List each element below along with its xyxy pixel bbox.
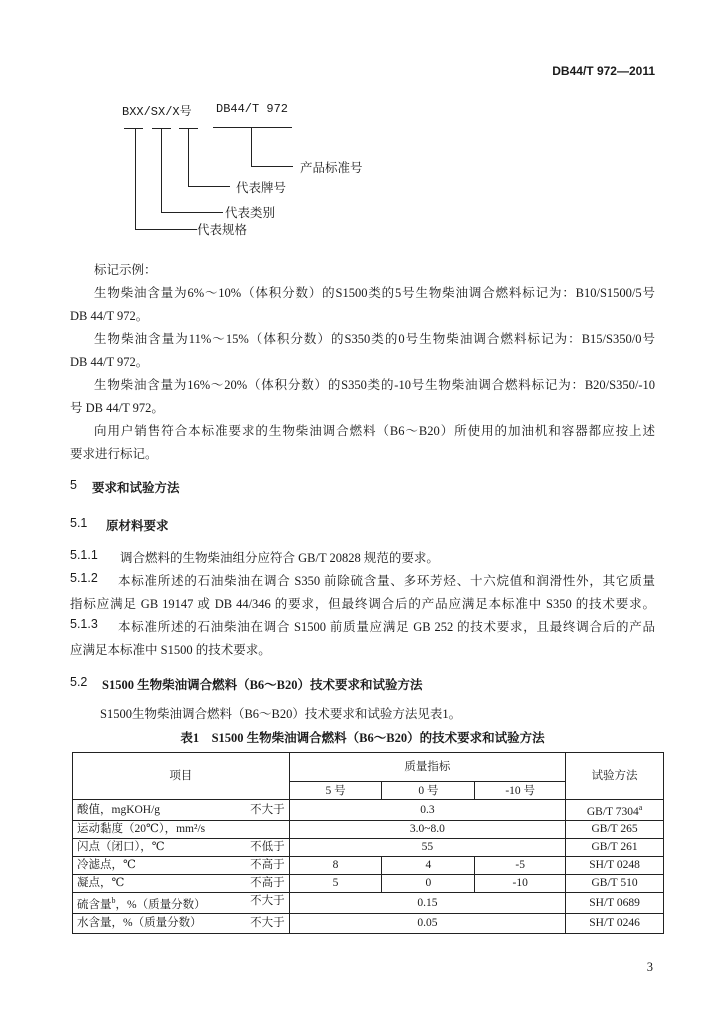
divider [135, 229, 197, 230]
table-row [73, 913, 664, 933]
row-limit: 不低于 [250, 841, 285, 854]
section-5-number: 5 [70, 478, 77, 492]
section-5-title: 要求和试验方法 [92, 481, 180, 495]
row-limit: 不高于 [250, 877, 285, 890]
footnote-a: a [638, 803, 643, 812]
label-class: 代表类别 [225, 206, 276, 220]
divider [161, 212, 223, 213]
row-item: 冷滤点，℃ [77, 859, 136, 872]
row-value-0: 4 [382, 856, 475, 874]
page-number: 3 [646, 960, 653, 974]
row-method: SH/T 0248 [566, 856, 664, 874]
row-method: GB/T 265 [566, 820, 664, 838]
row-limit: 不大于 [250, 894, 285, 907]
example-2: 生物柴油含量为11%～15%（体积分数）的S350类的0号生物柴油调合燃料标记为：B15/S350/0号 [94, 332, 655, 346]
row-method: GB/T 510 [566, 874, 664, 892]
section-5-2-text: S1500生物柴油调合燃料（B6～B20）技术要求和试验方法见表1。 [100, 707, 462, 721]
clause-5-1-1-number: 5.1.1 [70, 548, 98, 562]
header-method: 试验方法 [566, 753, 664, 800]
row-value: 3.0~8.0 [289, 820, 565, 838]
divider [251, 166, 293, 167]
clause-5-1-3-number: 5.1.3 [70, 617, 98, 631]
row-value: 0.15 [289, 892, 565, 913]
clause-5-1-1-text: 调合燃料的生物柴油组分应符合 GB/T 20828 规范的要求。 [120, 551, 439, 565]
label-grade: 代表牌号 [236, 181, 287, 195]
divider [213, 127, 292, 128]
marking-note-cont: 要求进行标记。 [70, 447, 158, 461]
example-3: 生物柴油含量为16%～20%（体积分数）的S350类的-10号生物柴油调合燃料标记为：B20/S350/-10 [94, 378, 655, 392]
section-5-2-title: S1500 生物柴油调合燃料（B6～B20）技术要求和试验方法 [102, 678, 423, 692]
row-method: GB/T 261 [566, 838, 664, 856]
table-row [73, 874, 664, 892]
row-value-minus10: -10 [475, 874, 566, 892]
spec-table [72, 752, 664, 934]
row-item: 运动黏度（20℃），mm²/s [77, 823, 206, 836]
label-standard: 产品标准号 [300, 161, 363, 175]
row-item: 水含量，%（质量分数） [77, 917, 202, 930]
code-format: BXX/SX/X号 [122, 105, 192, 119]
marking-title: 标记示例： [94, 263, 157, 277]
document-code: DB44/T 972—2011 [552, 64, 655, 78]
row-method: GB/T 7304$^a$ [566, 800, 664, 821]
divider [161, 128, 162, 213]
row-value-5: 5 [289, 874, 382, 892]
grade-minus10: -10 号 [475, 782, 566, 800]
row-item: 闪点（闭口），℃ [77, 841, 165, 854]
clause-5-1-3-text: 本标准所述的石油柴油在调合 S1500 前质量应满足 GB 252 的技术要求，且最终调合后的产品 [118, 620, 655, 634]
footnote-b: b [111, 895, 116, 905]
example-1: 生物柴油含量为6%～10%（体积分数）的S1500类的5号生物柴油调合燃料标记为：B10/S1500/5号 [94, 286, 655, 300]
row-item: 酸值，mgKOH/g [77, 803, 161, 816]
section-5-2-number: 5.2 [70, 675, 88, 689]
row-value-5: 8 [289, 856, 382, 874]
table-row [73, 820, 664, 838]
divider [124, 128, 143, 129]
example-2-cont: DB 44/T 972。 [70, 355, 149, 369]
clause-5-1-2-cont: 指标应满足 GB 19147 或 DB 44/346 的要求，但最终调合后的产品应满足本标准中 S350 的技术要求。 [70, 597, 655, 611]
divider [251, 127, 252, 167]
table-row [73, 838, 664, 856]
row-method: SH/T 0689 [566, 892, 664, 913]
marking-note: 向用户销售符合本标准要求的生物柴油调合燃料（B6～B20）所使用的加油机和容器都应按上述 [94, 424, 655, 438]
header-quality: 质量指标 [289, 753, 565, 782]
divider [188, 128, 189, 187]
row-value-0: 0 [382, 874, 475, 892]
row-value: 0.05 [289, 913, 565, 933]
row-limit: 不大于 [250, 917, 285, 930]
section-5-1-title: 原材料要求 [106, 519, 169, 533]
table-row [73, 892, 664, 913]
row-item: 凝点，℃ [77, 877, 125, 890]
row-value: 0.3 [289, 800, 565, 821]
grade-0: 0 号 [382, 782, 475, 800]
row-limit: 不高于 [250, 859, 285, 872]
row-value: 55 [289, 838, 565, 856]
section-5-1-number: 5.1 [70, 516, 88, 530]
label-spec: 代表规格 [197, 223, 248, 237]
table-row [73, 800, 664, 821]
clause-5-1-2-number: 5.1.2 [70, 571, 98, 585]
row-method: SH/T 0246 [566, 913, 664, 933]
row-item: 硫含量$^b$，%（质量分数） [77, 895, 206, 911]
row-value-minus10: -5 [475, 856, 566, 874]
table-row [73, 856, 664, 874]
row-limit: 不大于 [250, 803, 285, 816]
table-header-row [73, 753, 664, 782]
clause-5-1-3-cont: 应满足本标准中 S1500 的技术要求。 [70, 643, 271, 657]
divider [135, 128, 136, 230]
table-caption: 表1 S1500 生物柴油调合燃料（B6～B20）的技术要求和试验方法 [180, 731, 545, 745]
standard-number: DB44/T 972 [216, 102, 289, 116]
example-1-cont: DB 44/T 972。 [70, 309, 149, 323]
grade-5: 5 号 [289, 782, 382, 800]
example-3-cont: 号 DB 44/T 972。 [70, 401, 164, 415]
clause-5-1-2-text: 本标准所述的石油柴油在调合 S350 前除硫含量、多环芳烃、十六烷值和润滑性外，其它质量 [118, 574, 655, 588]
header-item: 项目 [73, 753, 290, 800]
divider [188, 186, 230, 187]
